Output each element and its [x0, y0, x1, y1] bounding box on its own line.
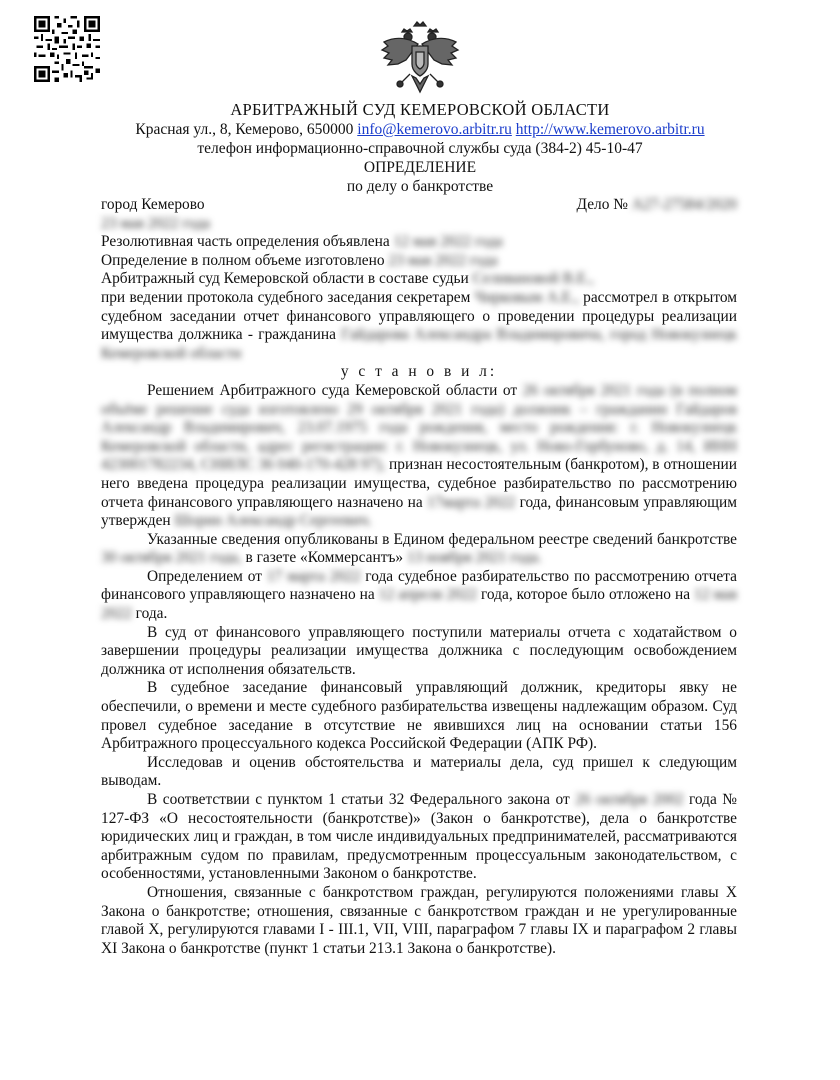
secretary-post: рассмотрел в открытом судебном заседании отчет финансового управляющего о проведении процедуры реализации имущества должника - гражданина	[101, 288, 737, 344]
resolutive-line	[101, 233, 737, 252]
case-subject: по делу о банкротстве	[346, 178, 494, 195]
city-case-row	[101, 196, 737, 215]
p1-text-c: года, финансовым управляющим утвержден	[101, 493, 737, 530]
document-date: 23 мая 2022 года	[101, 214, 211, 232]
p1-date: 26 октября 2021 года (в полном объёме решение суда	[101, 381, 737, 418]
court-name: АРБИТРАЖНЫЙ СУД КЕМЕРОВСКОЙ ОБЛАСТИ	[230, 100, 610, 119]
double-headed-eagle-emblem-icon	[378, 20, 462, 98]
city: город Кемерово	[101, 196, 205, 213]
paragraph-2	[101, 531, 737, 568]
p2-date2: 13 ноября 2021 года.	[406, 549, 542, 567]
full-text-label: Определение в полном объеме изготовлено	[101, 251, 385, 269]
case-number-field	[577, 196, 737, 215]
p3-text-c: года, которое было отложено на	[480, 586, 691, 604]
paragraph-6: Исследовав и оценив обстоятельства и материалы дела, суд пришел к следующим выводам.	[101, 753, 737, 790]
p3-text-b: года судебное разбирательство по рассмотрению отчета финансового управляющего назначено на	[101, 567, 737, 604]
court-address: Красная ул., 8, Кемерово, 650000	[135, 121, 354, 138]
document-body	[101, 196, 737, 958]
resolutive-label: Резолютивная часть определения объявлена	[101, 233, 390, 251]
qr-code-icon	[34, 16, 100, 82]
secretary-paragraph	[101, 289, 737, 363]
p2-text-b: в газете «Коммерсантъ»	[245, 549, 404, 567]
p2-text-a: Указанные сведения опубликованы в Едином федеральном реестре сведений банкротстве	[147, 530, 737, 548]
composition-line	[101, 270, 737, 289]
paragraph-3	[101, 568, 737, 624]
composition-label: Арбитражный суд Кемеровской области в составе судьи	[101, 270, 469, 288]
court-website-link[interactable]: http://www.kemerovo.arbitr.ru	[515, 121, 705, 138]
p7-date: 26 октября 2002	[575, 791, 684, 808]
paragraph-4: В суд от финансового управляющего поступили материалы отчета с ходатайством о завершении процедуры реализации имущества должника с последующим освобождением должника от исполнения обязательств.	[101, 623, 737, 678]
secretary-name: Чирковым А.Е.,	[474, 288, 579, 306]
full-text-date: 23 мая 2022 года	[388, 251, 498, 269]
p1-manager-name: Шорин Александр Сергеевич.	[174, 512, 372, 530]
p7-text-b: года № 127-ФЗ «О несостоятельности (банкротстве)» (Закон о банкротстве), дела о банкротстве юридических лиц и граждан, в том числе индивидуальных предпринимателей, рассматриваются арбитражным судом по правилам, предусмотренным процессуальным законодательством, с особенностями, установленными Законом о банкротстве.	[101, 791, 737, 883]
document-type: ОПРЕДЕЛЕНИЕ	[363, 159, 477, 176]
full-text-line	[101, 252, 737, 271]
debtor-name: Гайдарова Александра Владимировича, город Новокузнецк Кемеровской области	[101, 326, 737, 362]
paragraph-5: В судебное заседание финансовый управляющий должник, кредиторы явку не обеспечили, о времени и месте судебного разбирательства извещены надлежащим образом. Суд провел судебное заседание в отсутствие не явившихся лиц на основании статьи 156 Арбитражного процессуального кодекса Российской Федерации (АПК РФ).	[101, 679, 737, 753]
secretary-pre: при ведении протокола судебного заседания секретарем	[101, 288, 471, 306]
p1-text-a: Решением Арбитражного суда Кемеровской области от	[147, 381, 518, 399]
p1-debtor-details: изготовлено 29 октября 2021 года) должник – гражданин Гайдаров Александр Владимирович, 23.07.1975 года рождения, место рождения: г. Новокузнецк Кемеровской области, адрес регистрации: г. Новокузнецк, ул. Ново-Горбуново, д. 14, ИНН 423001782234, СНИЛС 36 040-170-428 97),	[101, 400, 737, 474]
p2-date: 30 октября 2021 года,	[101, 549, 242, 567]
p3-text-a: Определением от	[147, 567, 262, 585]
case-number: А27-27584/2020	[631, 196, 737, 213]
p3-text-d: года.	[135, 605, 168, 623]
p1-date2: 17марта 2022	[427, 493, 516, 511]
p3-date3: 12 мая 2022	[101, 586, 737, 623]
court-phone: телефон информационно-справочной службы суда (384-2) 45-10-47	[197, 140, 643, 157]
court-address-line	[0, 121, 840, 139]
p1-text-b: признан несостоятельным (банкротом), в отношении него введена процедура реализации имущества, судебное разбирательство по рассмотрению отчета финансового управляющего назначено на	[101, 456, 737, 511]
p3-date: 17 марта 2022	[266, 567, 361, 585]
judge-name: Селивановой В.Е.,	[472, 270, 594, 288]
paragraph-8: Отношения, связанные с банкротством граждан, регулируются положениями главы X Закона о банкротстве; отношения, связанные с банкротством граждан и не урегулированные главой X, регулируются главами I - III.1, VII, VIII, параграфом 7 главы IX и параграфом 2 главы XI Закона о банкротстве (пункт 1 статьи 213.1 Закона о банкротстве).	[101, 883, 737, 957]
p7-text-a: В соответствии с пунктом 1 статьи 32 Федерального закона от	[147, 791, 570, 808]
paragraph-7	[101, 791, 737, 884]
case-label: Дело №	[576, 196, 628, 213]
p3-date2: 12 апреля 2022	[378, 586, 477, 604]
court-email-link[interactable]: info@kemerovo.arbitr.ru	[357, 121, 512, 138]
resolutive-date: 12 мая 2022 года	[393, 233, 503, 251]
paragraph-1	[101, 382, 737, 531]
ruling-word: у с т а н о в и л:	[340, 363, 498, 381]
